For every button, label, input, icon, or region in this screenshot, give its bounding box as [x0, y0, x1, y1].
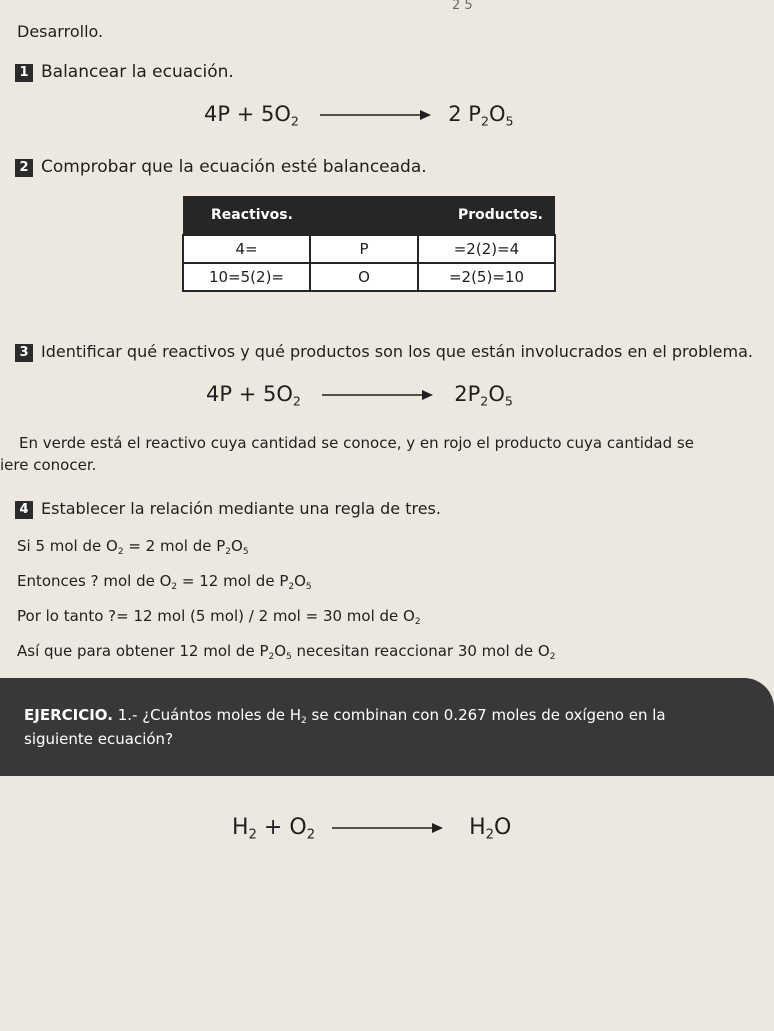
eq2-right-sub1: 2 [480, 393, 489, 409]
header-reactivos: Reactivos. [183, 196, 418, 235]
subscript: 2 [301, 716, 307, 727]
table-header-row [183, 196, 555, 235]
step-1 [15, 62, 234, 82]
top-fragment: 2 5 [452, 0, 473, 13]
rule-text: Entonces ? mol de O [17, 572, 172, 590]
subscript: 2 [414, 617, 421, 628]
rule-line-1 [17, 537, 249, 558]
eq2-right-sub2: 5 [504, 393, 513, 409]
table-row [183, 263, 555, 291]
exercise-label: EJERCICIO. [24, 706, 113, 724]
step-4-title: Establecer la relación mediante una regla de tres. [41, 499, 441, 518]
table-cell: O [310, 263, 418, 291]
balance-table [182, 196, 556, 292]
reaction-arrow-icon [322, 388, 434, 402]
eq1-left: 4P + 5O [204, 102, 291, 126]
step-2 [15, 157, 427, 177]
eq2-left-sub: 2 [292, 393, 301, 409]
table-cell: =2(5)=10 [418, 263, 555, 291]
rule-line-2 [17, 572, 312, 593]
subscript: 5 [242, 547, 249, 558]
step-3-number: 3 [15, 344, 33, 362]
eq3-text: O [494, 815, 512, 840]
table-cell: 4= [183, 235, 310, 263]
note-line-2: iere conocer. [0, 456, 97, 474]
eq1-right-sub2: 5 [505, 113, 514, 129]
step-2-number: 2 [15, 159, 33, 177]
exercise-text: 1.- ¿Cuántos moles de H [112, 706, 302, 724]
rule-line-3 [17, 607, 421, 628]
subscript: 2 [288, 582, 295, 593]
step-1-number: 1 [15, 64, 33, 82]
rule-text: O [274, 642, 287, 660]
equation-1 [204, 102, 514, 129]
equation-2 [206, 382, 513, 409]
reaction-arrow-icon [320, 108, 432, 122]
exercise-line-1 [24, 706, 666, 727]
rule-text: = 12 mol de P [177, 572, 289, 590]
rule-text: Por lo tanto ?= 12 mol (5 mol) / 2 mol = 30 mol de O [17, 607, 415, 625]
exercise-line-2: siguiente ecuación? [24, 730, 174, 748]
exercise-text: se combinan con 0.267 moles de oxígeno en la [306, 706, 666, 724]
table-cell: 10=5(2)= [183, 263, 310, 291]
rule-text: Así que para obtener 12 mol de P [17, 642, 269, 660]
eq2-right-mid: O [488, 382, 505, 406]
subscript: 2 [117, 547, 124, 558]
eq1-right: 2 P [448, 102, 481, 126]
table-row [183, 235, 555, 263]
rule-text: O [231, 537, 243, 555]
subscript: 5 [286, 652, 292, 663]
eq3-text: H [232, 815, 249, 840]
rule-text: O [294, 572, 306, 590]
step-3 [15, 342, 753, 362]
subscript: 2 [171, 582, 178, 593]
step-4 [15, 499, 441, 519]
eq3-text: + O [256, 815, 307, 840]
subscript: 2 [268, 652, 275, 663]
rule-text: Si 5 mol de O [17, 537, 118, 555]
subscript: 2 [485, 827, 495, 843]
note-line-1: En verde está el reactivo cuya cantidad se conoce, y en rojo el producto cuya cantidad se [19, 434, 694, 452]
step-1-title: Balancear la ecuación. [41, 62, 234, 82]
exercise-band [0, 678, 774, 776]
table-cell: P [310, 235, 418, 263]
step-4-number: 4 [15, 501, 33, 519]
equation-3 [232, 815, 512, 843]
subscript: 2 [225, 547, 232, 558]
eq2-left: 4P + 5O [206, 382, 293, 406]
table-cell: =2(2)=4 [418, 235, 555, 263]
eq1-right-sub1: 2 [480, 113, 489, 129]
rule-line-4 [17, 642, 556, 663]
subscript: 2 [549, 652, 556, 663]
rule-text: = 2 mol de P [123, 537, 226, 555]
eq1-right-mid: O [488, 102, 506, 126]
eq2-right: 2P [454, 382, 481, 406]
step-3-title: Identificar qué reactivos y qué productos son los que están involucrados en el problema. [41, 342, 753, 361]
subscript: 5 [305, 582, 312, 593]
rule-text: necesitan reaccionar 30 mol de O [291, 642, 550, 660]
eq1-left-sub: 2 [290, 113, 299, 129]
step-2-title: Comprobar que la ecuación esté balanceada. [41, 157, 427, 177]
header-productos: Productos. [418, 196, 555, 235]
eq3-text: H [469, 815, 486, 840]
section-title: Desarrollo. [17, 22, 104, 41]
subscript: 2 [248, 827, 257, 843]
subscript: 2 [306, 827, 316, 843]
reaction-arrow-icon [332, 821, 444, 835]
